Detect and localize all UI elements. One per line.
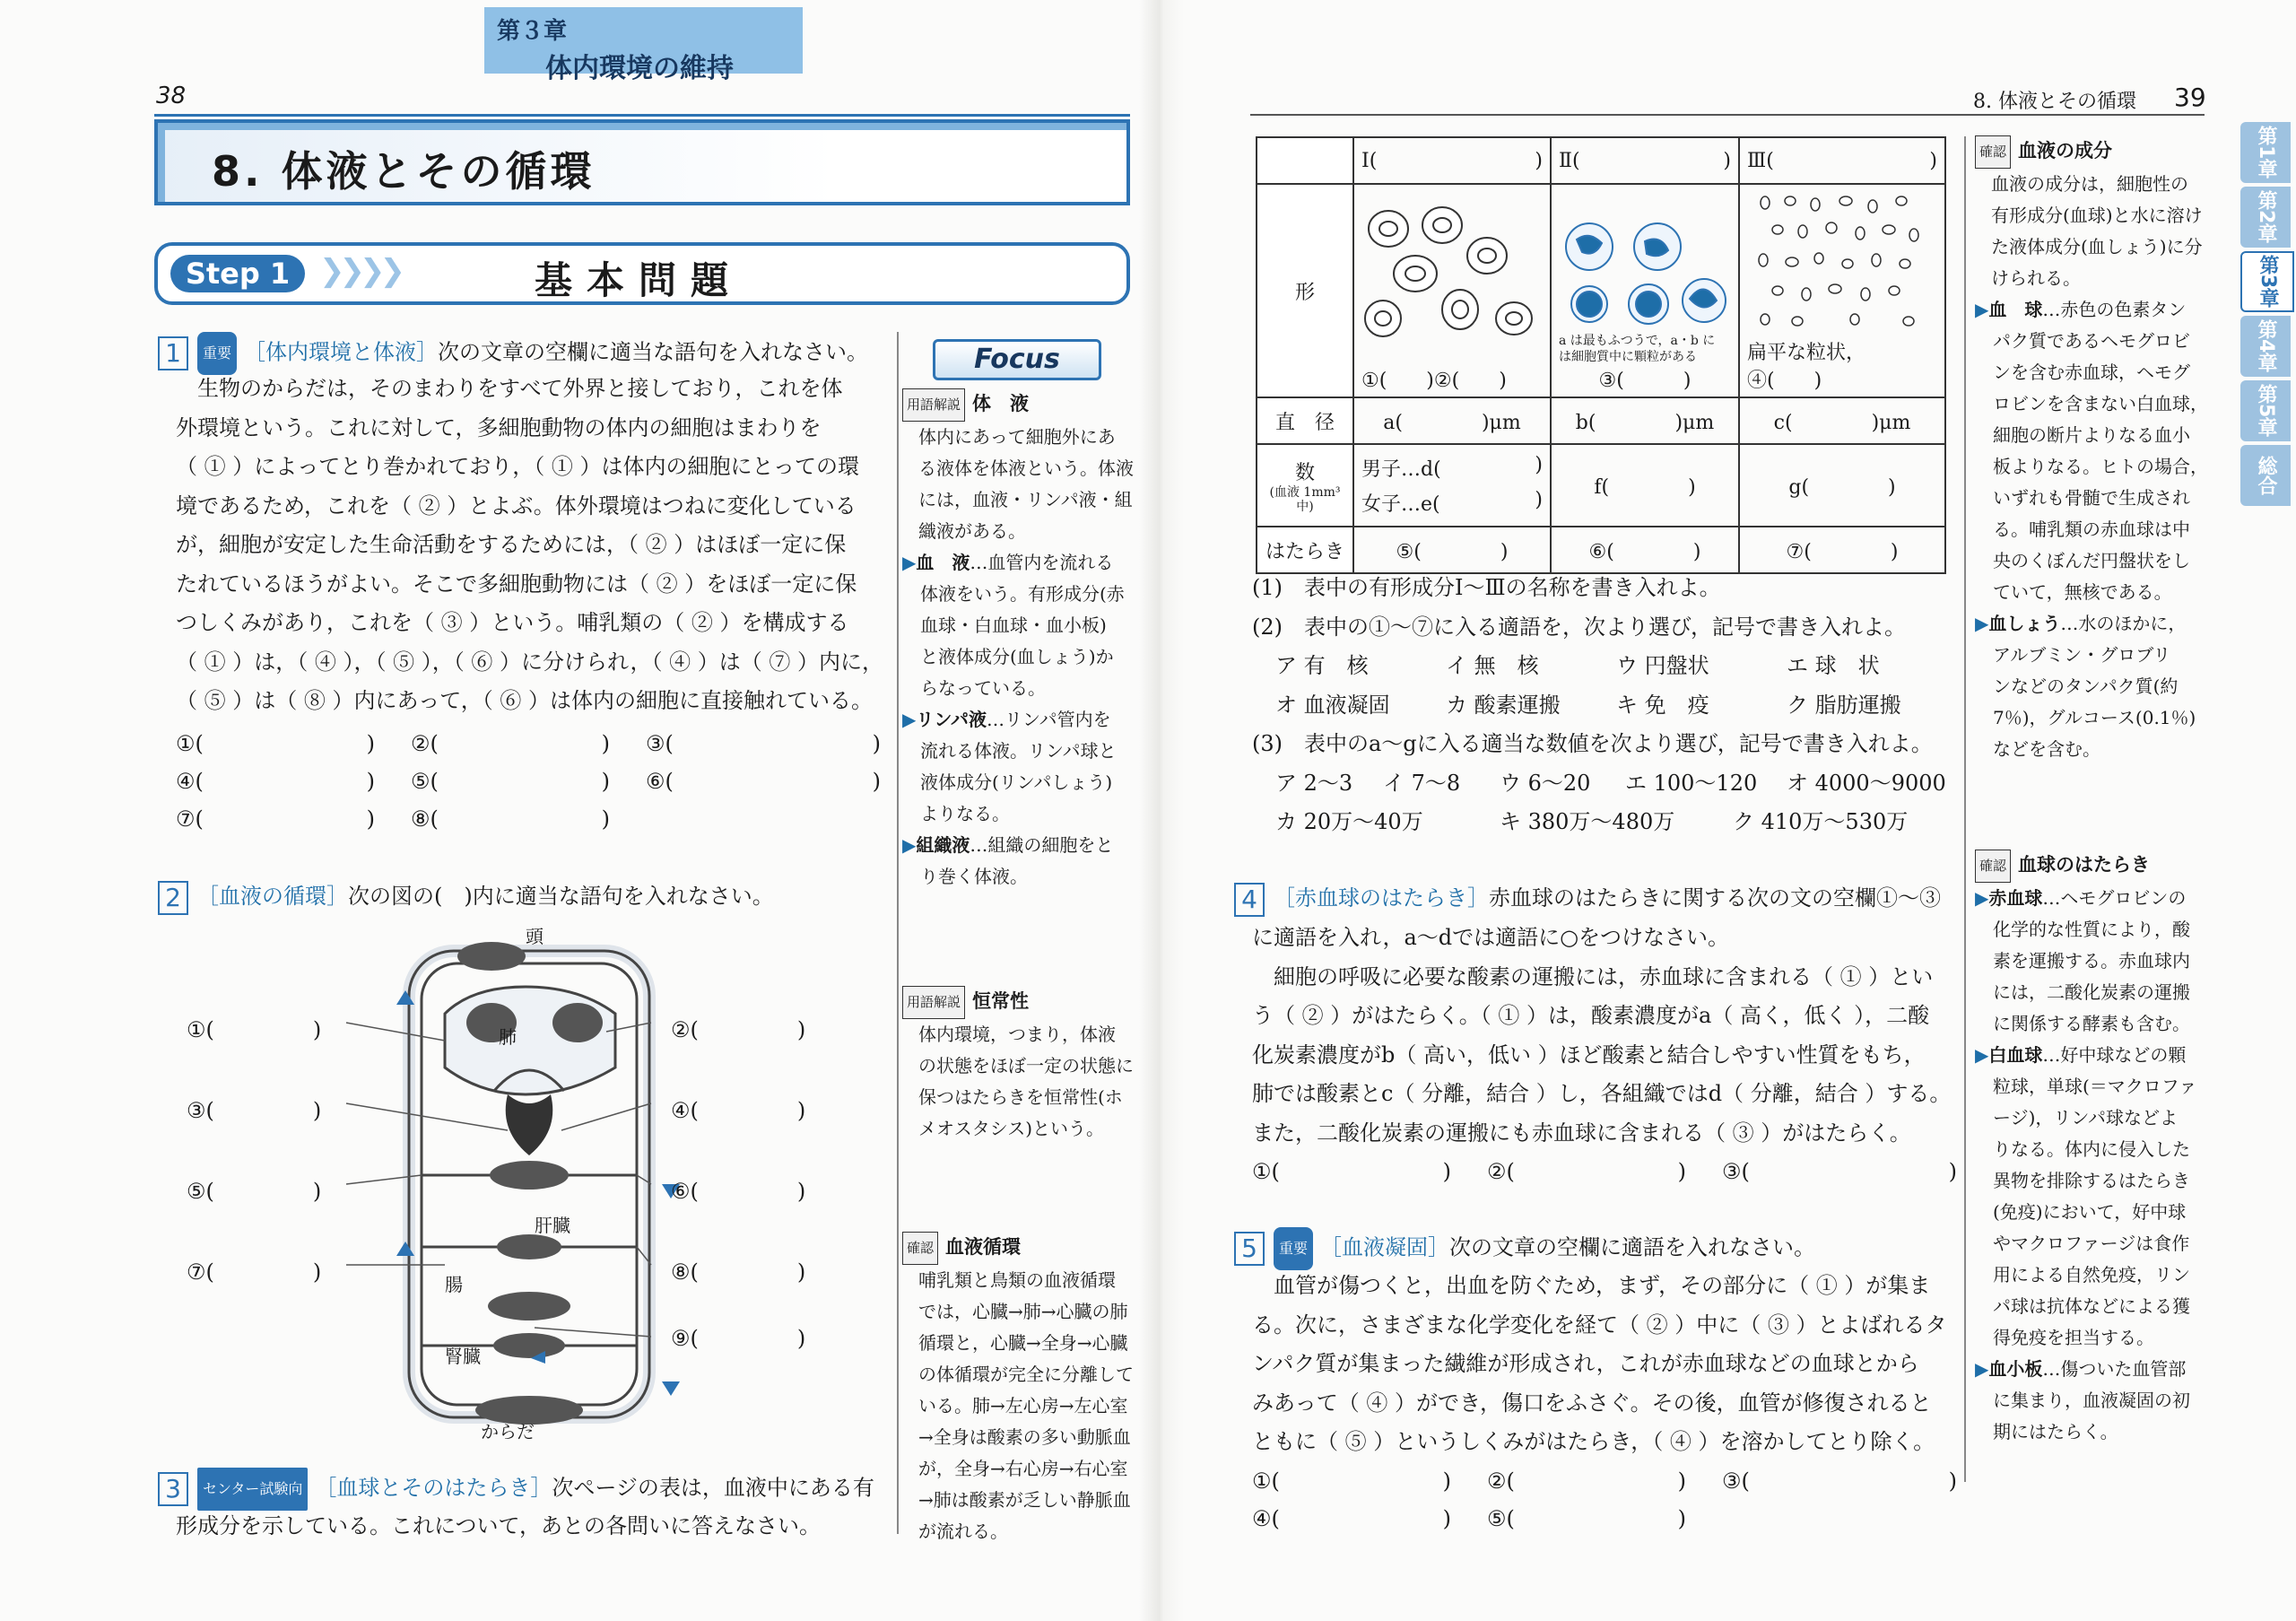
platelet-icon bbox=[1747, 188, 1926, 332]
answer-blank[interactable]: ①( ) bbox=[176, 731, 375, 756]
q5-header bbox=[1234, 1227, 1970, 1270]
q3-header bbox=[158, 1468, 893, 1511]
options-row: カ 20万～40万 キ 380万～480万 ク 410万～530万 bbox=[1275, 809, 1909, 834]
page-number-right: 39 bbox=[2174, 83, 2206, 112]
term-head: 体 液 bbox=[972, 392, 1030, 414]
q1-body bbox=[176, 370, 884, 721]
answer-blank[interactable]: ⑤( ) bbox=[1487, 1505, 1686, 1531]
answer-blank[interactable]: ②( ) bbox=[1487, 1468, 1686, 1494]
table-row bbox=[1257, 444, 1945, 527]
section-title: 8. 体液とその循環 bbox=[212, 147, 596, 196]
q3-sub-3: (3) 表中のa～gに入る適当な数値を次より選び，記号で書き入れよ。 bbox=[1252, 731, 1933, 756]
cell-b[interactable]: b( )μm bbox=[1551, 397, 1739, 444]
q5-topic: ［血液凝固］ bbox=[1320, 1234, 1450, 1260]
focus-box: Focus bbox=[933, 339, 1101, 380]
cell-c[interactable]: c( )μm bbox=[1739, 397, 1945, 444]
section-title-bar bbox=[154, 119, 1130, 205]
q1-line: つしくみがあり，これを（ ③ ）という。哺乳類の（ ② ）を構成する bbox=[176, 610, 849, 635]
q1-line: が，細胞が安定した生命活動をするためには，（ ② ）はほぼ一定に保 bbox=[176, 532, 847, 557]
chapter-index-tabs bbox=[2240, 122, 2294, 510]
q1-line: （ ⑤ ）は（ ⑧ ）内にあって，（ ⑥ ）は体内の細胞に直接触れている。 bbox=[176, 688, 874, 713]
q2-number: 2 bbox=[158, 881, 188, 915]
answer-blank[interactable]: ①( ) bbox=[1252, 1468, 1451, 1494]
q3-tag: センター試験向 bbox=[197, 1468, 308, 1511]
col-header-2[interactable]: Ⅱ( ) bbox=[1551, 137, 1739, 184]
page-header-right: 8. 体液とその循環 bbox=[1973, 91, 2136, 113]
answer-blank[interactable]: ④( ) bbox=[1252, 1505, 1451, 1531]
q4-answers bbox=[1252, 1153, 1970, 1190]
q5-answers bbox=[1252, 1462, 1970, 1538]
chapter-tab bbox=[484, 7, 803, 84]
options-row: ア 2～3 イ 7～8 ウ 6～20 エ 100～120 オ 4000～9000 bbox=[1275, 770, 1946, 796]
q4-header bbox=[1234, 879, 1970, 919]
shape-blanks-1[interactable]: ①( )②( ) bbox=[1361, 370, 1507, 392]
q5-body: 血管が傷つくと，出血を防ぐため，まず，その部分に（ ① ）が集ま る。次に，さまざまな化学変化を経て（ ② ）中に（ ③ ）とよばれるタ ンパク質が集まった繊維が形成され，これが赤血球などの血球とから みあって（ ④ ）ができ，傷口をふさぐ。その後，血管が修復されると ともに（ ⑤ ）というしくみがはたらき，（ ④ ）を溶かしてとり除く。 ①( ) ②( ) ③( ) ④( ) ⑤( ) bbox=[1252, 1267, 1970, 1538]
answer-blank[interactable]: ①( ) bbox=[1252, 1159, 1451, 1184]
chapter-tab-1[interactable]: 第1章 bbox=[2240, 122, 2291, 183]
chapter-tab-4[interactable]: 第4章 bbox=[2240, 316, 2291, 377]
focus-body-1: 用語解説 体 液 体内にあって細胞外にあ る液体を体液という。体液 には，血液・リンパ液・組 織液がある。 ▶血 液…血管内を流れる 体液をいう。有形成分(赤 血球・白血球・血小板) と液体成分(血しょう)か らなっている。 ▶リンパ液…リンパ管内を 流れる体液。リンパ球と 液体成分(リンパしょう) よりなる。 ▶組織液…組織の細胞をと り巻く体液。 bbox=[902, 388, 1135, 893]
q2-prompt: 次の図の( )内に適当な語句を入れなさい。 bbox=[348, 884, 774, 909]
step-label: Step 1 bbox=[170, 255, 305, 292]
q4-topic: ［赤血球のはたらき］ bbox=[1274, 885, 1489, 911]
focus-body-2: 用語解説 恒常性 体内環境，つまり，体液 の状態をほぼ一定の状態に 保つはたらきを恒常性(ホ メオスタシス)という。 bbox=[902, 985, 1135, 1145]
white-blood-cell-icon bbox=[1559, 220, 1729, 327]
focus-bullet: ▶リンパ液…リンパ管内を bbox=[902, 709, 1111, 730]
row-label-function: はたらき bbox=[1257, 527, 1353, 573]
q1-prompt: 次の文章の空欄に適当な語句を入れなさい。 bbox=[438, 339, 869, 365]
q1-answer-row bbox=[176, 763, 884, 800]
cell-5[interactable]: ⑤( ) bbox=[1353, 527, 1551, 573]
diagram-blank-1[interactable]: ①( ) bbox=[187, 1017, 322, 1042]
label-body: からだ bbox=[481, 1421, 535, 1442]
diagram-blank-8[interactable]: ⑧( ) bbox=[671, 1259, 806, 1285]
chapter-tab-summary[interactable]: 総合 bbox=[2240, 445, 2291, 506]
label-lung: 肺 bbox=[499, 1026, 517, 1048]
q1-line: 外環境という。これに対して，多細胞動物の体内の細胞はまわりを bbox=[176, 414, 822, 440]
sidebar-blood-components: 確認 血液の成分 血液の成分は，細胞性の 有形成分(血球)と水に溶け た液体成分(血しょう)に分 けられる。 ▶血 球…赤色の色素タン パク質であるヘモグロビ ンを含む赤血球，ヘモグ ロビンを含まない白血球， 細胞の断片よりなる血小 板よりなる。ヒトの場合， いずれも骨髄で生成され る。哺乳類の赤血球は中 央のくぼんだ円盤状をし ていて，無核である。 ▶血しょう…水のほかに， アルブミン・グロブリ ンなどのタンパク質(約 7％)，グルコース(0.1％) などを含む。 bbox=[1975, 135, 2235, 765]
q4-line: 赤血球のはたらきに関する次の文の空欄①～③ bbox=[1489, 885, 1941, 911]
focus-bullet: ▶血 液…血管内を流れる bbox=[902, 552, 1114, 573]
q3-subquestions bbox=[1252, 569, 1970, 842]
heart-icon bbox=[506, 1094, 553, 1155]
page-number-left: 38 bbox=[156, 83, 187, 109]
col-header-3[interactable]: Ⅲ( ) bbox=[1739, 137, 1945, 184]
label-kidney: 腎臓 bbox=[445, 1346, 481, 1367]
cell-f[interactable]: f( ) bbox=[1551, 444, 1739, 527]
blood-cell-table bbox=[1256, 136, 1946, 574]
chapter-tab-5[interactable]: 第5章 bbox=[2240, 380, 2291, 441]
q1-tag: 重要 bbox=[197, 332, 237, 375]
diagram-blank-4[interactable]: ④( ) bbox=[671, 1098, 806, 1123]
diagram-blank-9[interactable]: ⑨( ) bbox=[671, 1326, 806, 1351]
q1-answer-row bbox=[176, 725, 884, 763]
sidebar-bullet: ▶血小板…傷ついた血管部 bbox=[1975, 1358, 2187, 1380]
sidebar-bullet: ▶血しょう…水のほかに， bbox=[1975, 613, 2187, 634]
answer-blank[interactable]: ③( ) bbox=[646, 731, 881, 756]
chapter-tab-2[interactable]: 第2章 bbox=[2240, 187, 2291, 248]
chapter-tab-3[interactable]: 第3章 bbox=[2240, 251, 2294, 312]
options-row: オ 血液凝固 カ 酸素運搬 キ 免 疫 ク 脂肪運搬 bbox=[1275, 692, 1901, 718]
q1-number: 1 bbox=[158, 336, 188, 370]
q1-line: （ ① ）によってとり巻かれており，（ ① ）は体内の細胞にとっての環 bbox=[176, 454, 860, 479]
table-row bbox=[1257, 184, 1945, 397]
q3-line: 形成分を示している。これについて，あとの各問いに答えなさい。 bbox=[176, 1513, 822, 1538]
answer-blank[interactable]: ②( ) bbox=[1487, 1159, 1686, 1184]
diagram-blank-7[interactable]: ⑦( ) bbox=[187, 1259, 322, 1285]
answer-blank[interactable]: ③( ) bbox=[1722, 1468, 1957, 1494]
q5-prompt: 次の文章の空欄に適語を入れなさい。 bbox=[1449, 1234, 1816, 1260]
sidebar-blood-cell-function: 確認 血球のはたらき ▶赤血球…ヘモグロビンの 化学的な性質により，酸 素を運搬する。赤血球内 には，二酸化炭素の運搬 に関係する酵素も含む。 ▶白血球…好中球などの顆 粒球，単球(＝マクロファ ージ)，リンパ球などよ りなる。体内に侵入した 異物を排除するはたらき (免疫)において，好中球 やマクロファージは食作 用による自然免疫，リン パ球は抗体などによる獲 得免疫を担当する。 ▶血小板…傷ついた血管部 に集まり，血液凝固の初 期にはたらく。 bbox=[1975, 849, 2235, 1448]
q4-body: に適語を入れ，a～dでは適語に○をつけなさい。 細胞の呼吸に必要な酸素の運搬には，赤血球に含まれる（ ① ）とい う（ ② ）がはたらく。（ ① ）は，酸素濃度がa（ 高く，低く ），二酸 化炭素濃度がb（ 高い，低い ）ほど酸素と結合しやすい性質をもち， 肺では酸素とc（ 分離，結合 ）し，各組織ではd（ 分離，結合 ）する。 また，二酸化炭素の運搬にも赤血球に含まれる（ ③ ）がはたらく。 ①( ) ②( ) ③( ) bbox=[1252, 919, 1970, 1190]
cell-d[interactable]: 男子…d( ) bbox=[1361, 454, 1543, 481]
column-divider bbox=[897, 332, 899, 1534]
label-head: 頭 bbox=[526, 926, 544, 947]
answer-blank[interactable]: ③( ) bbox=[1722, 1159, 1957, 1184]
term-tag: 用語解説 bbox=[902, 388, 965, 422]
row-label-count-sub: (血液 1mm³中) bbox=[1269, 484, 1341, 514]
table-row bbox=[1257, 527, 1945, 573]
cell-g[interactable]: g( ) bbox=[1739, 444, 1945, 527]
label-liver: 肝臓 bbox=[535, 1215, 570, 1236]
chevron-arrows-icon: ❯❯❯❯ bbox=[319, 253, 400, 289]
q1-line: たれているほうがよい。そこで多細胞動物には（ ② ）をほぼ一定に保 bbox=[176, 571, 857, 597]
q2-header bbox=[158, 877, 893, 917]
q3-topic: ［血球とそのはたらき］ bbox=[315, 1475, 552, 1501]
col-header-1[interactable]: Ⅰ( ) bbox=[1353, 137, 1551, 184]
q1-answer-row bbox=[176, 800, 884, 838]
q5-tag: 重要 bbox=[1274, 1227, 1313, 1270]
cell-6[interactable]: ⑥( ) bbox=[1551, 527, 1739, 573]
label-intestine: 腸 bbox=[445, 1274, 463, 1295]
answer-blank[interactable]: ⑥( ) bbox=[646, 769, 881, 794]
answer-blank[interactable]: ⑧( ) bbox=[411, 806, 610, 832]
diagram-blank-5[interactable]: ⑤( ) bbox=[187, 1179, 322, 1204]
answer-blank[interactable]: ②( ) bbox=[411, 731, 610, 756]
q3-sub-1: (1) 表中の有形成分Ⅰ～Ⅲの名称を書き入れよ。 bbox=[1252, 575, 1721, 600]
diagram-blank-6[interactable]: ⑥( ) bbox=[671, 1179, 806, 1204]
sidebar-bullet: ▶白血球…好中球などの顆 bbox=[1975, 1044, 2187, 1066]
q1-line: （ ① ）は，（ ④ ），（ ⑤ ），（ ⑥ ）に分けられ，（ ④ ）は（ ⑦ ）内に， bbox=[176, 649, 883, 675]
sidebar-bullet: ▶血 球…赤色の色素タン bbox=[1975, 299, 2187, 320]
q3-sub-2: (2) 表中の①～⑦に入る適語を，次より選び，記号で書き入れよ。 bbox=[1252, 614, 1907, 640]
shape-blank-3[interactable]: ③( ) bbox=[1598, 370, 1692, 392]
q4-number: 4 bbox=[1234, 883, 1265, 917]
q2-topic: ［血液の循環］ bbox=[197, 884, 348, 909]
q3-line: 次ページの表は，血液中にある有 bbox=[552, 1475, 874, 1501]
options-row: ア 有 核 イ 無 核 ウ 円盤状 エ 球 状 bbox=[1275, 653, 1880, 678]
focus-bullet: ▶組織液…組織の細胞をと bbox=[902, 834, 1114, 856]
cell-a[interactable]: a( )μm bbox=[1353, 397, 1551, 444]
sidebar-bullet: ▶赤血球…ヘモグロビンの bbox=[1975, 887, 2187, 909]
header-rule bbox=[154, 114, 1130, 117]
q1-line: 境であるため，これを（ ② ）とよぶ。体外環境はつねに変化している bbox=[176, 492, 857, 519]
focus-body-3: 確認 血液循環 哺乳類と鳥類の血液循環 では，心臓→肺→心臓の肺 循環と，心臓→全身→心臓 の体循環が完全に分離して いる。肺→左心房→左心室 →全身は酸素の多い動脈血 が，全身→右心房→右心室 →肺は酸素が乏しい静脈血 が流れる。 bbox=[902, 1231, 1135, 1547]
diagram-blank-3[interactable]: ③( ) bbox=[187, 1098, 322, 1123]
answer-blank[interactable]: ⑤( ) bbox=[411, 769, 610, 794]
cell-7[interactable]: ⑦( ) bbox=[1739, 527, 1945, 573]
q1-answers bbox=[176, 725, 884, 838]
q1-line: 生物のからだは，そのまわりをすべて外界と接しており，これを体 bbox=[197, 376, 843, 401]
chapter-title: 体内環境の維持 bbox=[545, 53, 734, 84]
wbc-note: a は最もふつうで，a・b に は細胞質中に顆粒がある bbox=[1559, 334, 1716, 364]
q1-topic: ［体内環境と体液］ bbox=[244, 339, 439, 365]
header-rule-right bbox=[1250, 114, 2205, 116]
red-blood-cell-icon bbox=[1361, 202, 1541, 360]
shape-blank-4[interactable]: 扁平な粒状，④( ) bbox=[1747, 342, 1866, 392]
column-divider-right bbox=[1964, 136, 1966, 1482]
chapter-number: 第３章 bbox=[497, 18, 568, 45]
q3-number: 3 bbox=[158, 1472, 188, 1506]
answer-blank[interactable]: ④( ) bbox=[176, 769, 375, 794]
row-label-count: 数 bbox=[1294, 461, 1315, 484]
table-row bbox=[1257, 137, 1945, 184]
answer-blank[interactable]: ⑦( ) bbox=[176, 806, 375, 832]
step-bar bbox=[154, 242, 1130, 305]
q1-header bbox=[158, 332, 893, 375]
row-label-shape: 形 bbox=[1257, 184, 1353, 397]
table-row bbox=[1257, 397, 1945, 444]
cell-e[interactable]: 女子…e( ) bbox=[1361, 489, 1543, 516]
step-heading: 基本問題 bbox=[535, 258, 744, 302]
q5-number: 5 bbox=[1234, 1232, 1265, 1266]
diagram-blank-2[interactable]: ②( ) bbox=[671, 1017, 806, 1042]
row-label-diameter: 直 径 bbox=[1257, 397, 1353, 444]
